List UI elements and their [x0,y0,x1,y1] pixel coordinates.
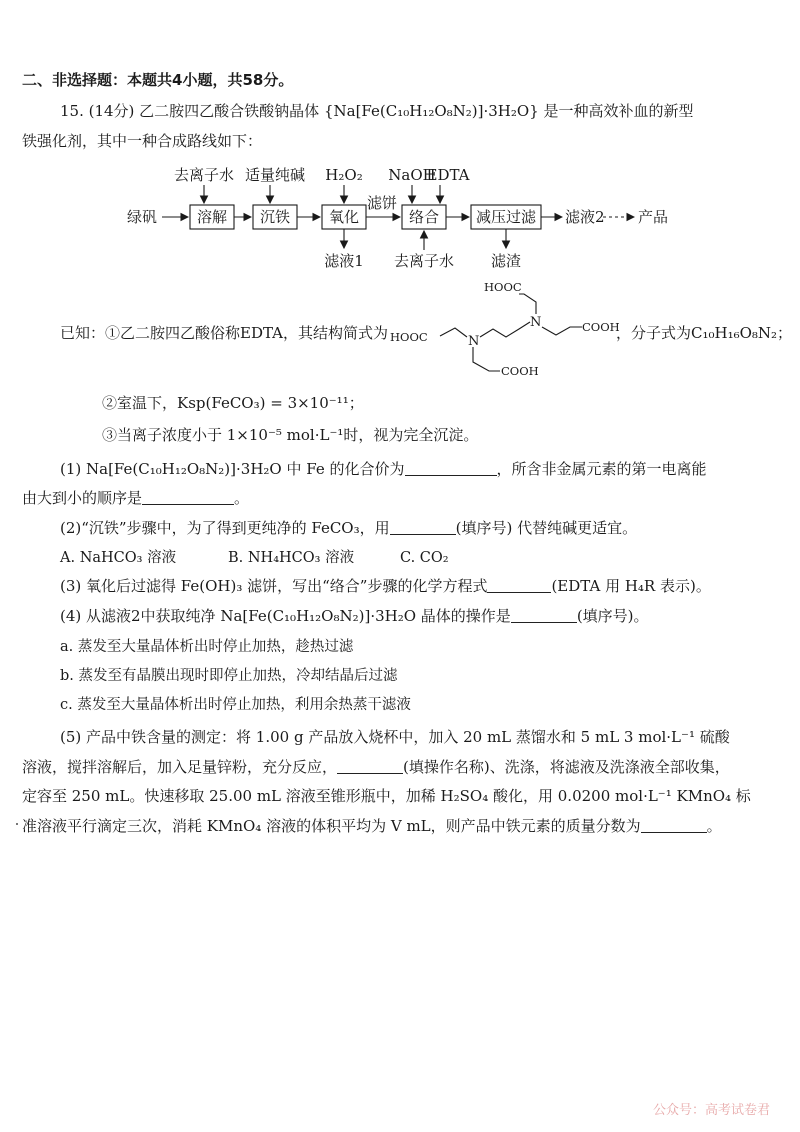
step-label-oxidize: 氧化 [328,208,360,226]
reagent-deionized-water: 去离子水 [173,166,235,184]
q2-text-b: (填序号) 代替纯碱更适宜。 [455,519,638,537]
reagent-soda-ash: 适量纯碱 [244,166,306,184]
product-label: 产品 [638,208,669,226]
q5-text-2b: (填操作名称)、洗涤，将滤液及洗涤液全部收集， [403,758,730,776]
filter-residue-label: 滤渣 [490,252,522,270]
known-1-suffix: ，分子式为C₁₀H₁₆O₈N₂； [616,324,793,342]
q5-line2 [22,757,730,777]
q3-text-b: (EDTA 用 H₄R 表示)。 [551,577,711,595]
filter-cake-label: 滤饼 [366,194,398,212]
filtrate-1-label: 滤液1 [324,252,364,270]
atom-n-right: N [530,315,542,330]
q3-answer-blank[interactable] [487,577,551,593]
step-label-vacuum-filter: 减压过滤 [475,208,537,226]
q4-option-a: a. 蒸发至大量晶体析出时停止加热，趁热过滤 [60,639,354,655]
q1-answer-blank-2[interactable] [142,489,234,505]
q4-option-c: c. 蒸发至大量晶体析出时停止加热，利用余热蒸干滤液 [60,697,411,713]
q15-intro-line1: 15. (14分) 乙二胺四乙酸合铁酸钠晶体 {Na[Fe(C₁₀H₁₂O₈N₂)]·3H₂O} 是一种高效补血的新型 [60,102,694,120]
step-label-dissolve: 溶解 [196,208,228,226]
q1-text-c: 由大到小的顺序是 [22,489,143,507]
q4-answer-blank[interactable] [511,607,577,623]
step-label-complex: 络合 [408,208,440,226]
section-title: 二、非选择题：本题共4小题，共58分。 [22,71,294,89]
reagent-h2o2: H₂O₂ [325,166,363,184]
q4-line [60,606,649,626]
group-hooc-left: HOOC [390,330,428,344]
known-3: ③当离子浓度小于 1×10⁻⁵ mol·L⁻¹时，视为完全沉淀。 [102,426,479,444]
q15-intro-line2: 铁强化剂，其中一种合成路线如下： [22,132,263,150]
q5-line3: 定容至 250 mL。快速移取 25.00 mL 溶液至锥形瓶中，加稀 H₂SO₄ 酸化，用 0.0200 mol·L⁻¹ KMnO₄ 标 [22,787,751,805]
q2-answer-blank[interactable] [390,519,456,535]
atom-n-left: N [468,334,480,349]
q5-answer-blank-1[interactable] [337,758,403,774]
watermark-text: 公众号：高考试卷君 [652,1103,770,1118]
q2-option-c: C. CO₂ [400,550,449,566]
reagent-edta: EDTA [426,166,470,184]
q2-option-b: B. NH₄HCO₃ 溶液 [228,550,355,566]
flow-start-label: 绿矾 [127,208,158,226]
q1-text-b: ，所含非金属元素的第一电离能 [496,460,707,478]
q2-text-a: (2)“沉铁”步骤中，为了得到更纯净的 FeCO₃，用 [60,519,390,537]
q1-text-a: (1) Na[Fe(C₁₀H₁₂O₈N₂)]·3H₂O 中 Fe 的化合价为 [60,460,405,478]
q5-text-4a: 准溶液平行滴定三次，消耗 KMnO₄ 溶液的体积平均为 V mL，则产品中铁元素的质量分数为 [22,817,641,835]
q2-option-a: A. NaHCO₃ 溶液 [60,550,177,566]
q5-line1: (5) 产品中铁含量的测定：将 1.00 g 产品放入烧杯中，加入 20 mL 蒸馏水和 5 mL 3 mol·L⁻¹ 硫酸 [60,728,730,746]
known-2: ②室温下，Ksp(FeCO₃) = 3×10⁻¹¹； [102,394,364,412]
q1-line1 [60,459,707,479]
q4-text-a: (4) 从滤液2中获取纯净 Na[Fe(C₁₀H₁₂O₈N₂)]·3H₂O 晶体的操作是 [60,607,511,625]
group-cooh-bottom: COOH [501,364,539,378]
q3-line [60,576,711,596]
known-1-prefix: 已知：①乙二胺四乙酸俗称EDTA，其结构简式为 [60,324,388,342]
reagent-naoh: NaOH [388,166,436,184]
q5-answer-blank-2[interactable] [641,817,707,833]
group-hooc-top: HOOC [484,280,522,294]
q2-line1 [60,518,637,538]
q3-text-a: (3) 氧化后过滤得 Fe(OH)₃ 滤饼，写出“络合”步骤的化学方程式 [60,577,488,595]
q1-text-d: 。 [234,489,250,507]
q1-answer-blank-1[interactable] [405,460,497,476]
q1-line2 [22,488,249,508]
q5-text-4b: 。 [706,817,722,835]
bottom-deionized-water-label: 去离子水 [393,252,455,270]
group-cooh-right: COOH [582,320,620,334]
step-label-precipitate-iron: 沉铁 [259,208,291,226]
q4-option-b: b. 蒸发至有晶膜出现时即停止加热，冷却结晶后过滤 [60,668,398,684]
q4-text-b: (填序号)。 [576,607,649,625]
filtrate-2-label: 滤液2 [565,208,605,226]
q5-line4 [22,816,722,836]
scan-speck [16,823,18,825]
q5-text-2a: 溶液，搅拌溶解后，加入足量锌粉，充分反应， [22,758,338,776]
